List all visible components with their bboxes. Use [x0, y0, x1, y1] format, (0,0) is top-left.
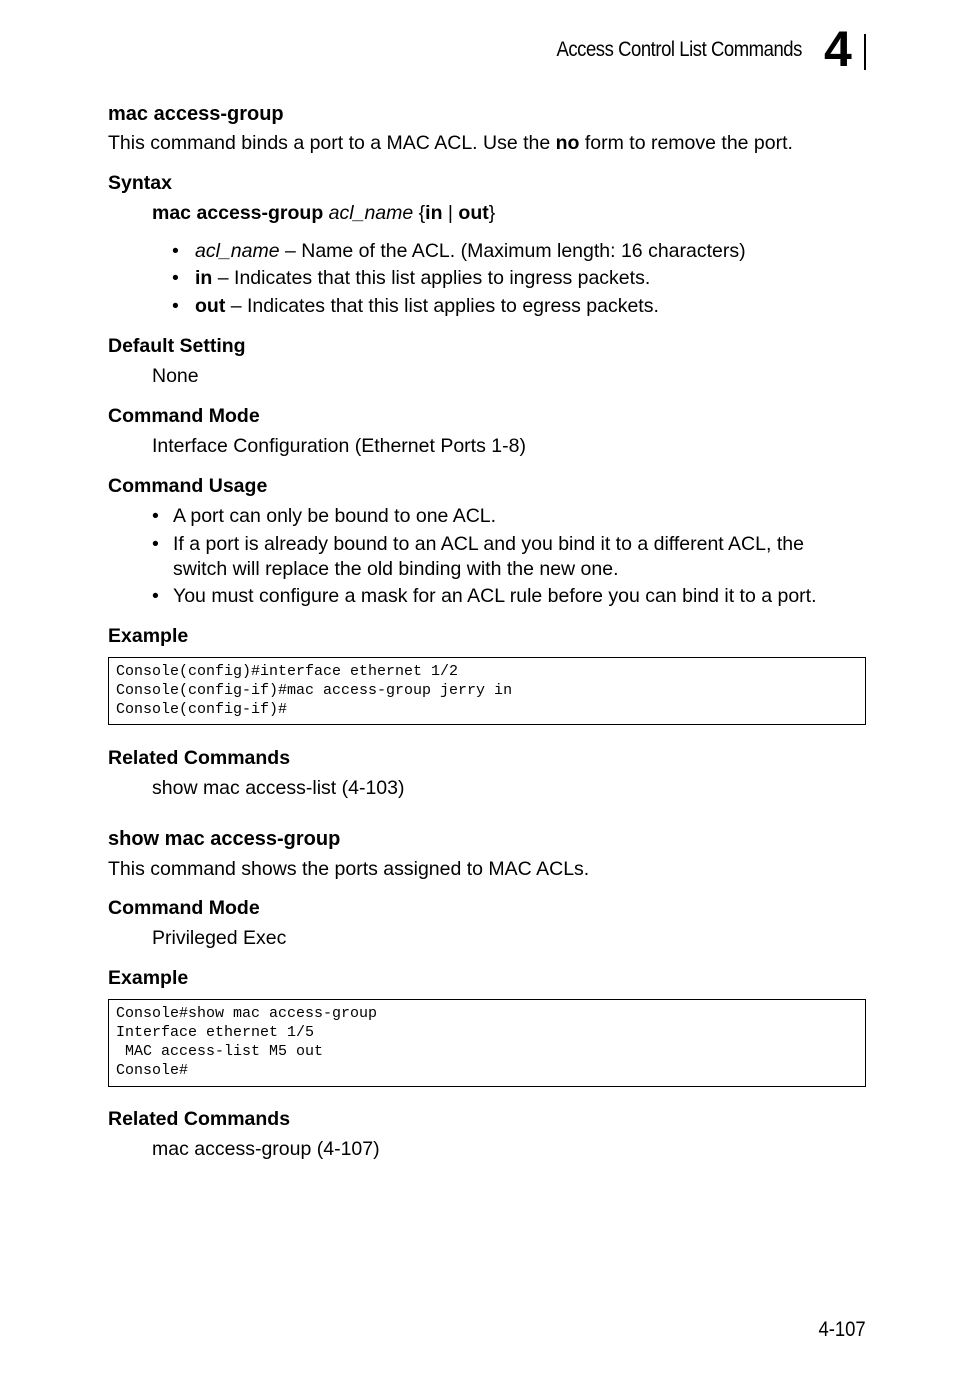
code-example	[108, 999, 866, 1087]
syntax-heading: Syntax	[108, 172, 172, 194]
related-heading: Related Commands	[108, 747, 291, 769]
code-line: Console(config-if)#mac access-group jerry in	[116, 682, 513, 699]
example-heading: Example	[108, 967, 189, 989]
usage-item: You must configure a mask for an ACL rule before you can bind it to a port.	[173, 585, 817, 607]
code-line: Console#show mac access-group	[116, 1005, 378, 1022]
mode-value: Interface Configuration (Ethernet Ports 1-8)	[152, 435, 526, 457]
section-intro: This command shows the ports assigned to MAC ACLs.	[108, 858, 590, 880]
code-line: MAC access-list M5 out	[116, 1043, 324, 1060]
section-title: show mac access-group	[108, 828, 341, 850]
related-value: mac access-group (4-107)	[152, 1138, 380, 1160]
mode-heading: Command Mode	[108, 897, 260, 919]
usage-heading: Command Usage	[108, 475, 268, 497]
param-item: •	[172, 240, 179, 262]
running-header: Access Control List Commands	[556, 38, 802, 61]
usage-item: If a port is already bound to an ACL and you bind it to a different ACL, the	[173, 533, 804, 555]
usage-bullet: •	[152, 505, 159, 527]
default-heading: Default Setting	[108, 335, 246, 357]
default-value: None	[152, 365, 199, 387]
syntax-line: mac access-group acl_name {in | out}	[152, 202, 496, 224]
mode-value: Privileged Exec	[152, 927, 287, 949]
related-heading: Related Commands	[108, 1108, 291, 1130]
example-heading: Example	[108, 625, 189, 647]
code-line: Console(config)#interface ethernet 1/2	[116, 663, 459, 680]
usage-item-continued: switch will replace the old binding with the new one.	[173, 558, 619, 580]
code-line: Console#	[116, 1062, 189, 1079]
chapter-rule	[864, 34, 866, 70]
related-value: show mac access-list (4-103)	[152, 777, 405, 799]
param-item: •	[172, 267, 179, 289]
usage-bullet: •	[152, 585, 159, 607]
param-item: out – Indicates that this list applies to egress packets.	[195, 295, 659, 317]
section-intro: This command binds a port to a MAC ACL. Use the no form to remove the port.	[108, 132, 793, 154]
usage-bullet: •	[152, 533, 159, 555]
page-number: 4-107	[818, 1318, 866, 1341]
code-line: Interface ethernet 1/5	[116, 1024, 315, 1041]
chapter-number: 4	[824, 21, 852, 77]
param-item: •	[172, 295, 179, 317]
param-item: acl_name – Name of the ACL. (Maximum length: 16 characters)	[195, 240, 746, 262]
code-example	[108, 657, 866, 725]
code-line: Console(config-if)#	[116, 701, 288, 718]
usage-item: A port can only be bound to one ACL.	[173, 505, 497, 527]
param-item: in – Indicates that this list applies to ingress packets.	[195, 267, 651, 289]
section-title: mac access-group	[108, 103, 284, 125]
mode-heading: Command Mode	[108, 405, 260, 427]
